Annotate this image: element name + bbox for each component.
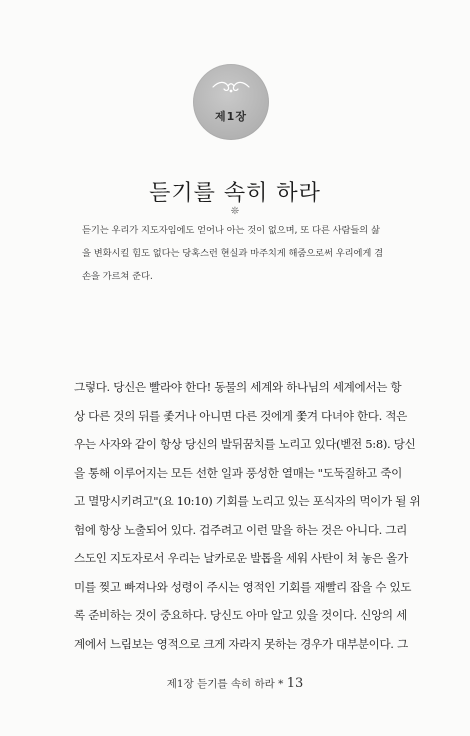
epigraph xyxy=(82,219,382,288)
body-line: 고 멸망시키려고"(요 10:10) 기회를 노리고 있는 포식자의 먹이가 될 위 xyxy=(74,494,421,508)
epigraph-line: 을 변화시킬 힘도 없다는 당혹스런 현실과 마주치게 해줌으로써 우리에게 겸 xyxy=(82,248,384,259)
page-number: 13 xyxy=(286,676,304,691)
epigraph-line: 듣기는 우리가 지도자임에도 얻어나 아는 것이 없으며, 또 다른 사람들의 삶 xyxy=(82,225,380,236)
ornament-icon xyxy=(193,77,269,97)
divider-ornament-icon: ❊ xyxy=(230,206,240,217)
footer-separator: * xyxy=(278,678,284,690)
page-footer xyxy=(0,676,470,691)
body-line: 험에 항상 노출되어 있다. 겁주려고 이런 말을 하는 것은 아니다. 그리 xyxy=(74,522,407,537)
body-line: 미를 찢고 빠져나와 성령이 주시는 영적인 기회를 재빨리 잡을 수 있도 xyxy=(74,579,412,594)
body-line: 그렇다. 당신은 빨라야 한다! 동물의 세계와 하나님의 세계에서는 항 xyxy=(74,380,402,394)
running-title: 제1장 듣기를 속히 하라 xyxy=(166,678,275,690)
body-line: 스도인 지도자로서 우리는 날카로운 발톱을 세워 사탄이 쳐 놓은 올가 xyxy=(74,551,408,565)
body-line: 록 준비하는 것이 중요하다. 당신도 아마 알고 있을 것이다. 신앙의 세 xyxy=(74,608,407,622)
epigraph-line: 손을 가르쳐 준다. xyxy=(82,271,153,282)
body-line: 상 다른 것의 뒤를 좇거나 아니면 다른 것에게 쫓겨 다녀야 한다. 적은 xyxy=(74,408,407,423)
chapter-label: 제1장 xyxy=(215,110,247,123)
body-line: 계에서 느림보는 영적으로 크게 자라지 못하는 경우가 대부분이다. 그 xyxy=(74,636,408,651)
chapter-title: 듣기를 속히 하라 xyxy=(149,181,321,206)
body-line: 을 통해 이루어지는 모든 선한 일과 풍성한 열매는 "도둑질하고 죽이 xyxy=(74,465,402,480)
chapter-badge xyxy=(193,64,269,140)
body-line: 우는 사자와 같이 항상 당신의 발뒤꿈치를 노리고 있다(벧전 5:8). 당신 xyxy=(74,437,416,451)
body-paragraph xyxy=(74,373,421,658)
